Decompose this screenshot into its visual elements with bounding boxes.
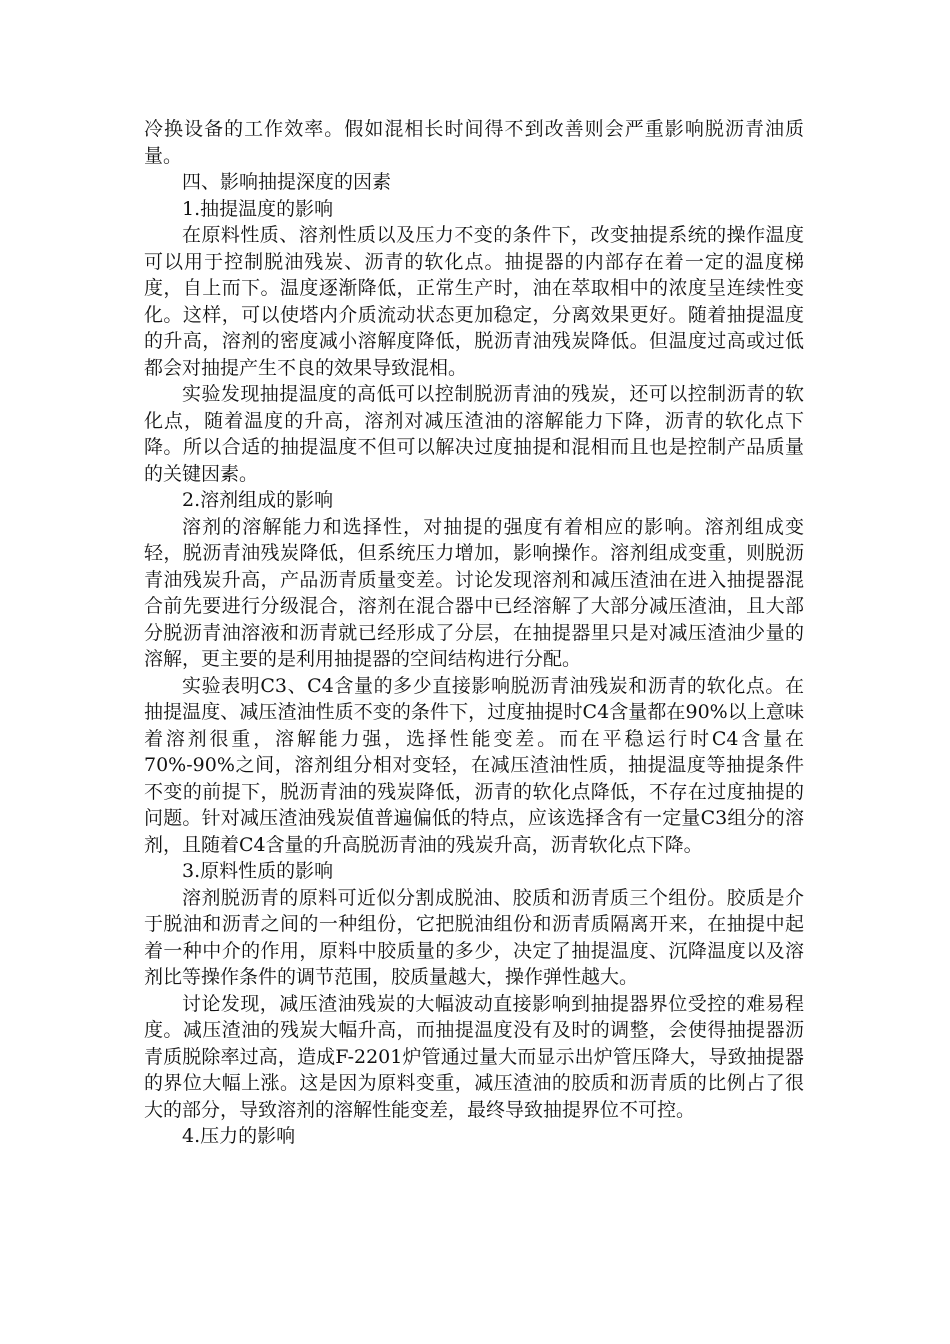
subsection-heading-solvent: 2.溶剂组成的影响 <box>182 489 334 511</box>
paragraph-solvent-1: 溶剂的溶解能力和选择性，对抽提的强度有着相应的影响。溶剂组成变轻，脱沥青油残炭降低，但系统压力增加，影响操作。溶剂组成变重，则脱沥青油残炭升高，产品沥青质量变差。讨论发现溶剂和减压渣油在进入抽提器混合前先要进行分级混合，溶剂在混合器中已经溶解了大部分减压渣油，且大部分脱沥青油溶液和沥青就已经形成了分层，在抽提器里只是对减压渣油少量的溶解，更主要的是利用抽提器的空间结构进行分配。 <box>144 515 804 670</box>
paragraph-feedstock-2: 讨论发现，减压渣油残炭的大幅波动直接影响到抽提器界位受控的难易程度。减压渣油的残炭大幅升高，而抽提温度没有及时的调整，会使得抽提器沥青质脱除率过高，造成F-2201炉管通过量大而显示出炉管压降大，导致抽提器的界位大幅上涨。这是因为原料变重，减压渣油的胶质和沥青质的比例占了很大的部分，导致溶剂的溶解性能变差，最终导致抽提界位不可控。 <box>144 992 804 1121</box>
paragraph-feedstock-1: 溶剂脱沥青的原料可近似分割成脱油、胶质和沥青质三个组份。胶质是介于脱油和沥青之间的一种组份，它把脱油组份和沥青质隔离开来，在抽提中起着一种中介的作用，原料中胶质量的多少，决定了抽提温度、沉降温度以及溶剂比等操作条件的调节范围，胶质量越大，操作弹性越大。 <box>144 886 804 988</box>
subsection-heading-temperature: 1.抽提温度的影响 <box>182 197 334 220</box>
document-page <box>144 116 804 1150</box>
paragraph-continuation: 冷换设备的工作效率。假如混相长时间得不到改善则会严重影响脱沥青油质量。 <box>144 118 804 167</box>
section-heading-factors: 四、影响抽提深度的因素 <box>182 171 392 193</box>
paragraph-temperature-2: 实验发现抽提温度的高低可以控制脱沥青油的残炭，还可以控制沥青的软化点，随着温度的升高，溶剂对减压渣油的溶解能力下降，沥青的软化点下降。所以合适的抽提温度不但可以解决过度抽提和混相而且也是控制产品质量的关键因素。 <box>144 383 804 485</box>
subsection-heading-feedstock: 3.原料性质的影响 <box>182 860 334 882</box>
subsection-heading-pressure: 4.压力的影响 <box>182 1125 296 1147</box>
paragraph-solvent-2: 实验表明C3、C4含量的多少直接影响脱沥青油残炭和沥青的软化点。在抽提温度、减压渣油性质不变的条件下，过度抽提时C4含量都在90%以上意味着溶剂很重，溶解能力强，选择性能变差。而在平稳运行时C4含量在70%-90%之间，溶剂组分相对变轻，在减压渣油性质，抽提温度等抽提条件不变的前提下，脱沥青油的残炭降低，沥青的软化点降低，不存在过度抽提的问题。针对减压渣油残炭值普遍偏低的特点，应该选择含有一定量C3组分的溶剂，且随着C4含量的升高脱沥青油的残炭升高，沥青软化点下降。 <box>144 674 804 856</box>
paragraph-temperature-1: 在原料性质、溶剂性质以及压力不变的条件下，改变抽提系统的操作温度可以用于控制脱油残炭、沥青的软化点。抽提器的内部存在着一定的温度梯度，自上而下。温度逐渐降低，正常生产时，油在萃取相中的浓度呈连续性变化。这样，可以使塔内介质流动状态更加稳定，分离效果更好。随着抽提温度的升高，溶剂的密度减小溶解度降低，脱沥青油残炭降低。但温度过高或过低都会对抽提产生不良的效果导致混相。 <box>144 224 804 379</box>
